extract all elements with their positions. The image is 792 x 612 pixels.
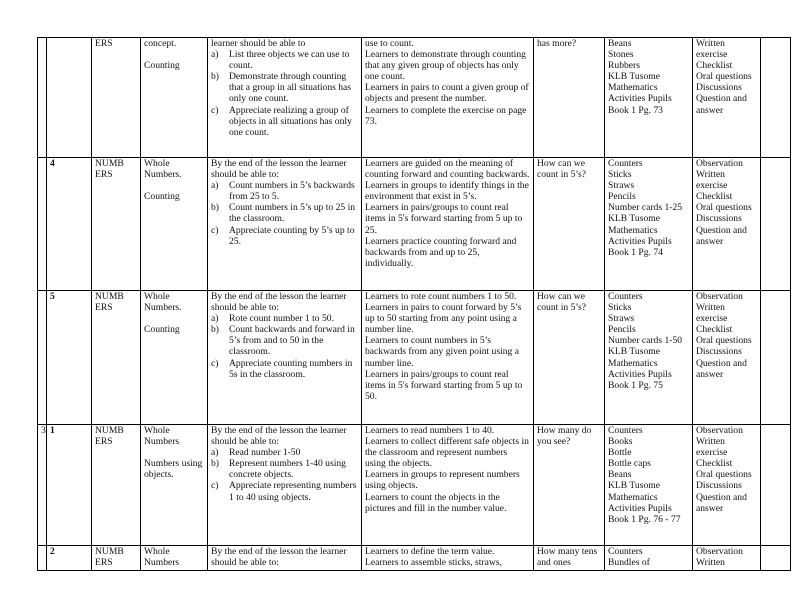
resource-item: Straws — [608, 180, 635, 192]
outcome-marker: c) — [211, 357, 219, 369]
outcome-marker: a) — [211, 49, 219, 61]
assessment-item: Written exercise — [696, 169, 728, 192]
resource-item: Number cards 1-50 — [608, 335, 683, 347]
outcome-marker: c) — [211, 104, 219, 116]
activity-item: Learners to rote count numbers 1 to 50. — [365, 291, 517, 302]
sub-strand-title: concept. — [144, 38, 177, 49]
resource-item: Books — [608, 436, 633, 448]
learning-activities-cell — [362, 425, 534, 546]
outcome-marker: c) — [211, 224, 219, 236]
outcomes-intro: By the end of the lesson the learner should be able to: — [211, 425, 347, 448]
resources-cell — [605, 158, 693, 291]
resource-item: Rubbers — [608, 60, 640, 72]
resource-item: Beans — [608, 469, 632, 481]
table-body — [38, 38, 791, 571]
reflection-cell — [761, 291, 791, 425]
assessment-item: Checklist — [696, 191, 733, 203]
outcome-item — [211, 180, 358, 202]
assessment-cell — [693, 546, 761, 571]
resource-item: KLB Tusome Mathematics Activities Pupils Book 1 Pg. 73 — [608, 71, 672, 116]
assessment-item: Question and answer — [696, 224, 747, 247]
sub-strand-cell — [141, 158, 208, 291]
outcome-item — [211, 71, 358, 104]
sub-strand-topic: Numbers using objects. — [144, 458, 203, 481]
outcome-marker: a) — [211, 447, 219, 459]
outcome-item — [211, 313, 358, 324]
assessment-item: Checklist — [696, 458, 733, 470]
strand-cell: NUMB ERS — [92, 425, 141, 546]
learning-outcomes-cell — [208, 546, 362, 571]
activity-item: Learners in pairs to count forward by 5’s up to 50 starting from any point using a number line. — [365, 302, 522, 336]
week-cell — [38, 546, 47, 571]
lesson-plan-table — [37, 37, 791, 571]
outcome-text: Read number 1-50 — [229, 447, 301, 459]
sub-strand-title: Whole Numbers — [144, 425, 180, 448]
assessment-item: Oral questions — [696, 71, 752, 83]
table-row — [38, 291, 791, 425]
assessment-cell — [693, 38, 761, 158]
outcome-marker: b) — [211, 202, 219, 214]
resources-cell — [605, 546, 693, 571]
sub-strand-cell — [141, 425, 208, 546]
outcome-text: Appreciate counting by 5’s up to 25. — [229, 224, 355, 247]
assessment-item: Oral questions — [696, 335, 752, 347]
resource-item: Beans — [608, 38, 632, 49]
lesson-cell: 5 — [47, 291, 92, 425]
outcomes-intro: By the end of the lesson the learner should be able to: — [211, 158, 347, 181]
learning-activities-cell — [362, 158, 534, 291]
activity-item: Learners to count numbers in 5’s backwards from any given point using a number line. — [365, 335, 519, 369]
outcomes-list — [211, 49, 358, 138]
outcome-item — [211, 447, 358, 458]
learning-activities-cell — [362, 38, 534, 158]
assessment-item: Discussions — [696, 346, 742, 358]
outcome-item — [211, 458, 358, 480]
activity-item: Learners to complete the exercise on page 73. — [365, 104, 527, 127]
activity-item: Learners in groups to identify things in the environment that exist in 5’s. — [365, 180, 529, 203]
outcome-text: Demonstrate through counting that a group in all situations has only one count. — [229, 71, 352, 105]
strand-cell: NUMB ERS — [92, 158, 141, 291]
resource-item: Number cards 1-25 — [608, 202, 683, 214]
resource-item: Bundles of — [608, 557, 650, 569]
assessment-item: Observation — [696, 425, 743, 436]
assessment-item: Observation — [696, 546, 743, 557]
assessment-item: Checklist — [696, 60, 733, 72]
lesson-cell: 4 — [47, 158, 92, 291]
sub-strand-cell — [141, 38, 208, 158]
outcome-text: Appreciate counting numbers in 5s in the classroom. — [229, 357, 353, 380]
outcome-item — [211, 480, 358, 502]
resource-item: Counters — [608, 291, 643, 302]
outcomes-intro: By the end of the lesson the learner should be able to: — [211, 546, 347, 569]
activity-item: Learners are guided on the meaning of counting forward and counting backwards. — [365, 158, 530, 181]
assessment-item: Discussions — [696, 213, 742, 225]
activity-item: Learners to count the objects in the pictures and fill in the number value. — [365, 491, 507, 514]
learning-outcomes-cell — [208, 38, 362, 158]
activity-item: Learners to assemble sticks, straws, — [365, 557, 502, 569]
assessment-item: Question and answer — [696, 357, 747, 380]
outcome-marker: a) — [211, 180, 219, 192]
key-inquiry-cell: has more? — [534, 38, 605, 158]
sub-strand-title: Whole Numbers. — [144, 158, 182, 181]
resource-item: Counters — [608, 425, 643, 436]
outcome-text: Represent numbers 1-40 using concrete objects. — [229, 458, 346, 481]
resource-item: Sticks — [608, 169, 632, 181]
sub-strand-cell — [141, 291, 208, 425]
week-cell: 3 — [38, 425, 47, 546]
assessment-item: Question and answer — [696, 491, 747, 514]
learning-outcomes-cell — [208, 291, 362, 425]
activity-item: Learners practice counting forward and backwards from and up to 25, individually. — [365, 235, 517, 269]
resource-item: Sticks — [608, 302, 632, 314]
resource-item: KLB Tusome Mathematics Activities Pupils Book 1 Pg. 75 — [608, 346, 672, 391]
activity-item: Learners to collect different safe objects in the classroom and represent numbers using the objects. — [365, 436, 529, 470]
activity-item: Learners in pairs/groups to count real items in 5's forward starting from 5 up to 25. — [365, 202, 523, 236]
strand-cell: ERS — [92, 38, 141, 158]
assessment-item: Observation — [696, 291, 743, 302]
assessment-cell — [693, 291, 761, 425]
resource-item: Pencils — [608, 324, 636, 336]
lesson-cell: 1 — [47, 425, 92, 546]
learning-outcomes-cell — [208, 158, 362, 291]
outcome-text: Count numbers in 5’s up to 25 in the classroom. — [229, 202, 356, 225]
week-cell — [38, 158, 47, 291]
outcome-text: Count numbers in 5’s backwards from 25 to 5. — [229, 180, 355, 203]
resource-item: Pencils — [608, 191, 636, 203]
outcome-item — [211, 105, 358, 138]
outcome-marker: a) — [211, 313, 219, 325]
resources-cell — [605, 291, 693, 425]
outcome-text: Rote count number 1 to 50. — [229, 313, 334, 325]
assessment-cell — [693, 158, 761, 291]
resources-cell — [605, 425, 693, 546]
resource-item: KLB Tusome Mathematics Activities Pupils Book 1 Pg. 74 — [608, 213, 672, 258]
sub-strand-title: Whole Numbers — [144, 546, 180, 569]
outcome-item — [211, 202, 358, 224]
assessment-item: Written exercise — [696, 38, 728, 61]
outcome-text: Appreciate representing numbers 1 to 40 using objects. — [229, 480, 357, 503]
resource-item: Counters — [608, 158, 643, 169]
outcomes-intro: By the end of the lesson the learner should be able to: — [211, 291, 347, 314]
assessment-item: Written — [696, 557, 725, 569]
assessment-item: Oral questions — [696, 202, 752, 214]
assessment-item: Written exercise — [696, 302, 728, 325]
key-inquiry-cell: How many do you see? — [534, 425, 605, 546]
sub-strand-title: Whole Numbers. — [144, 291, 182, 314]
key-inquiry-cell: How can we count in 5’s? — [534, 158, 605, 291]
resource-item: Straws — [608, 313, 635, 325]
resource-item: Bottle — [608, 447, 632, 459]
learning-outcomes-cell — [208, 425, 362, 546]
resource-item: KLB Tusome Mathematics Activities Pupils Book 1 Pg. 76 - 77 — [608, 480, 681, 525]
resources-cell — [605, 38, 693, 158]
reflection-cell — [761, 158, 791, 291]
assessment-item: Checklist — [696, 324, 733, 336]
assessment-item: Observation — [696, 158, 743, 169]
outcome-item — [211, 225, 358, 247]
reflection-cell — [761, 546, 791, 571]
outcomes-intro: learner should be able to — [211, 38, 306, 49]
outcome-item — [211, 49, 358, 71]
activity-item: Learners to define the term value. — [365, 546, 495, 557]
sub-strand-topic: Counting — [144, 324, 180, 336]
activity-item: Learners to demonstrate through counting that any given group of objects has only one count. — [365, 49, 526, 83]
outcomes-list — [211, 180, 358, 247]
table-row — [38, 425, 791, 546]
sub-strand-topic: Counting — [144, 60, 180, 72]
outcome-marker: c) — [211, 480, 219, 492]
assessment-item: Discussions — [696, 82, 742, 94]
strand-cell: NUMB ERS — [92, 291, 141, 425]
activity-item: Learners in groups to represent numbers using objects. — [365, 469, 520, 492]
table-row — [38, 546, 791, 571]
week-cell — [38, 291, 47, 425]
table-row — [38, 158, 791, 291]
outcome-marker: b) — [211, 458, 219, 470]
week-cell — [38, 38, 47, 158]
outcome-item — [211, 324, 358, 357]
learning-activities-cell — [362, 546, 534, 571]
outcome-marker: b) — [211, 324, 219, 336]
key-inquiry-cell: How many tens and ones — [534, 546, 605, 571]
learning-activities-cell — [362, 291, 534, 425]
outcomes-list — [211, 447, 358, 502]
outcome-marker: b) — [211, 71, 219, 83]
lesson-cell: 2 — [47, 546, 92, 571]
assessment-item: Written exercise — [696, 436, 728, 459]
outcome-item — [211, 358, 358, 380]
activity-item: use to count. — [365, 38, 414, 49]
activity-item: Learners in pairs/groups to count real items in 5's forward starting from 5 up to 50. — [365, 368, 523, 402]
outcome-text: Appreciate realizing a group of objects in all situations has only one count. — [229, 104, 352, 138]
outcome-text: Count backwards and forward in 5’s from and to 50 in the classroom. — [229, 324, 355, 358]
resource-item: Counters — [608, 546, 643, 557]
activity-item: Learners in pairs to count a given group of objects and present the number. — [365, 82, 529, 105]
assessment-item: Oral questions — [696, 469, 752, 481]
lesson-cell — [47, 38, 92, 158]
outcome-text: List three objects we can use to count. — [229, 49, 350, 72]
sub-strand-cell — [141, 546, 208, 571]
key-inquiry-cell: How can we count in 5’s? — [534, 291, 605, 425]
assessment-cell — [693, 425, 761, 546]
assessment-item: Question and answer — [696, 93, 747, 116]
assessment-item: Discussions — [696, 480, 742, 492]
outcomes-list — [211, 313, 358, 380]
table-row — [38, 38, 791, 158]
resource-item: Stones — [608, 49, 634, 61]
reflection-cell — [761, 38, 791, 158]
activity-item: Learners to read numbers 1 to 40. — [365, 425, 495, 436]
reflection-cell — [761, 425, 791, 546]
strand-cell: NUMB ERS — [92, 546, 141, 571]
sub-strand-topic: Counting — [144, 191, 180, 203]
resource-item: Bottle caps — [608, 458, 651, 470]
